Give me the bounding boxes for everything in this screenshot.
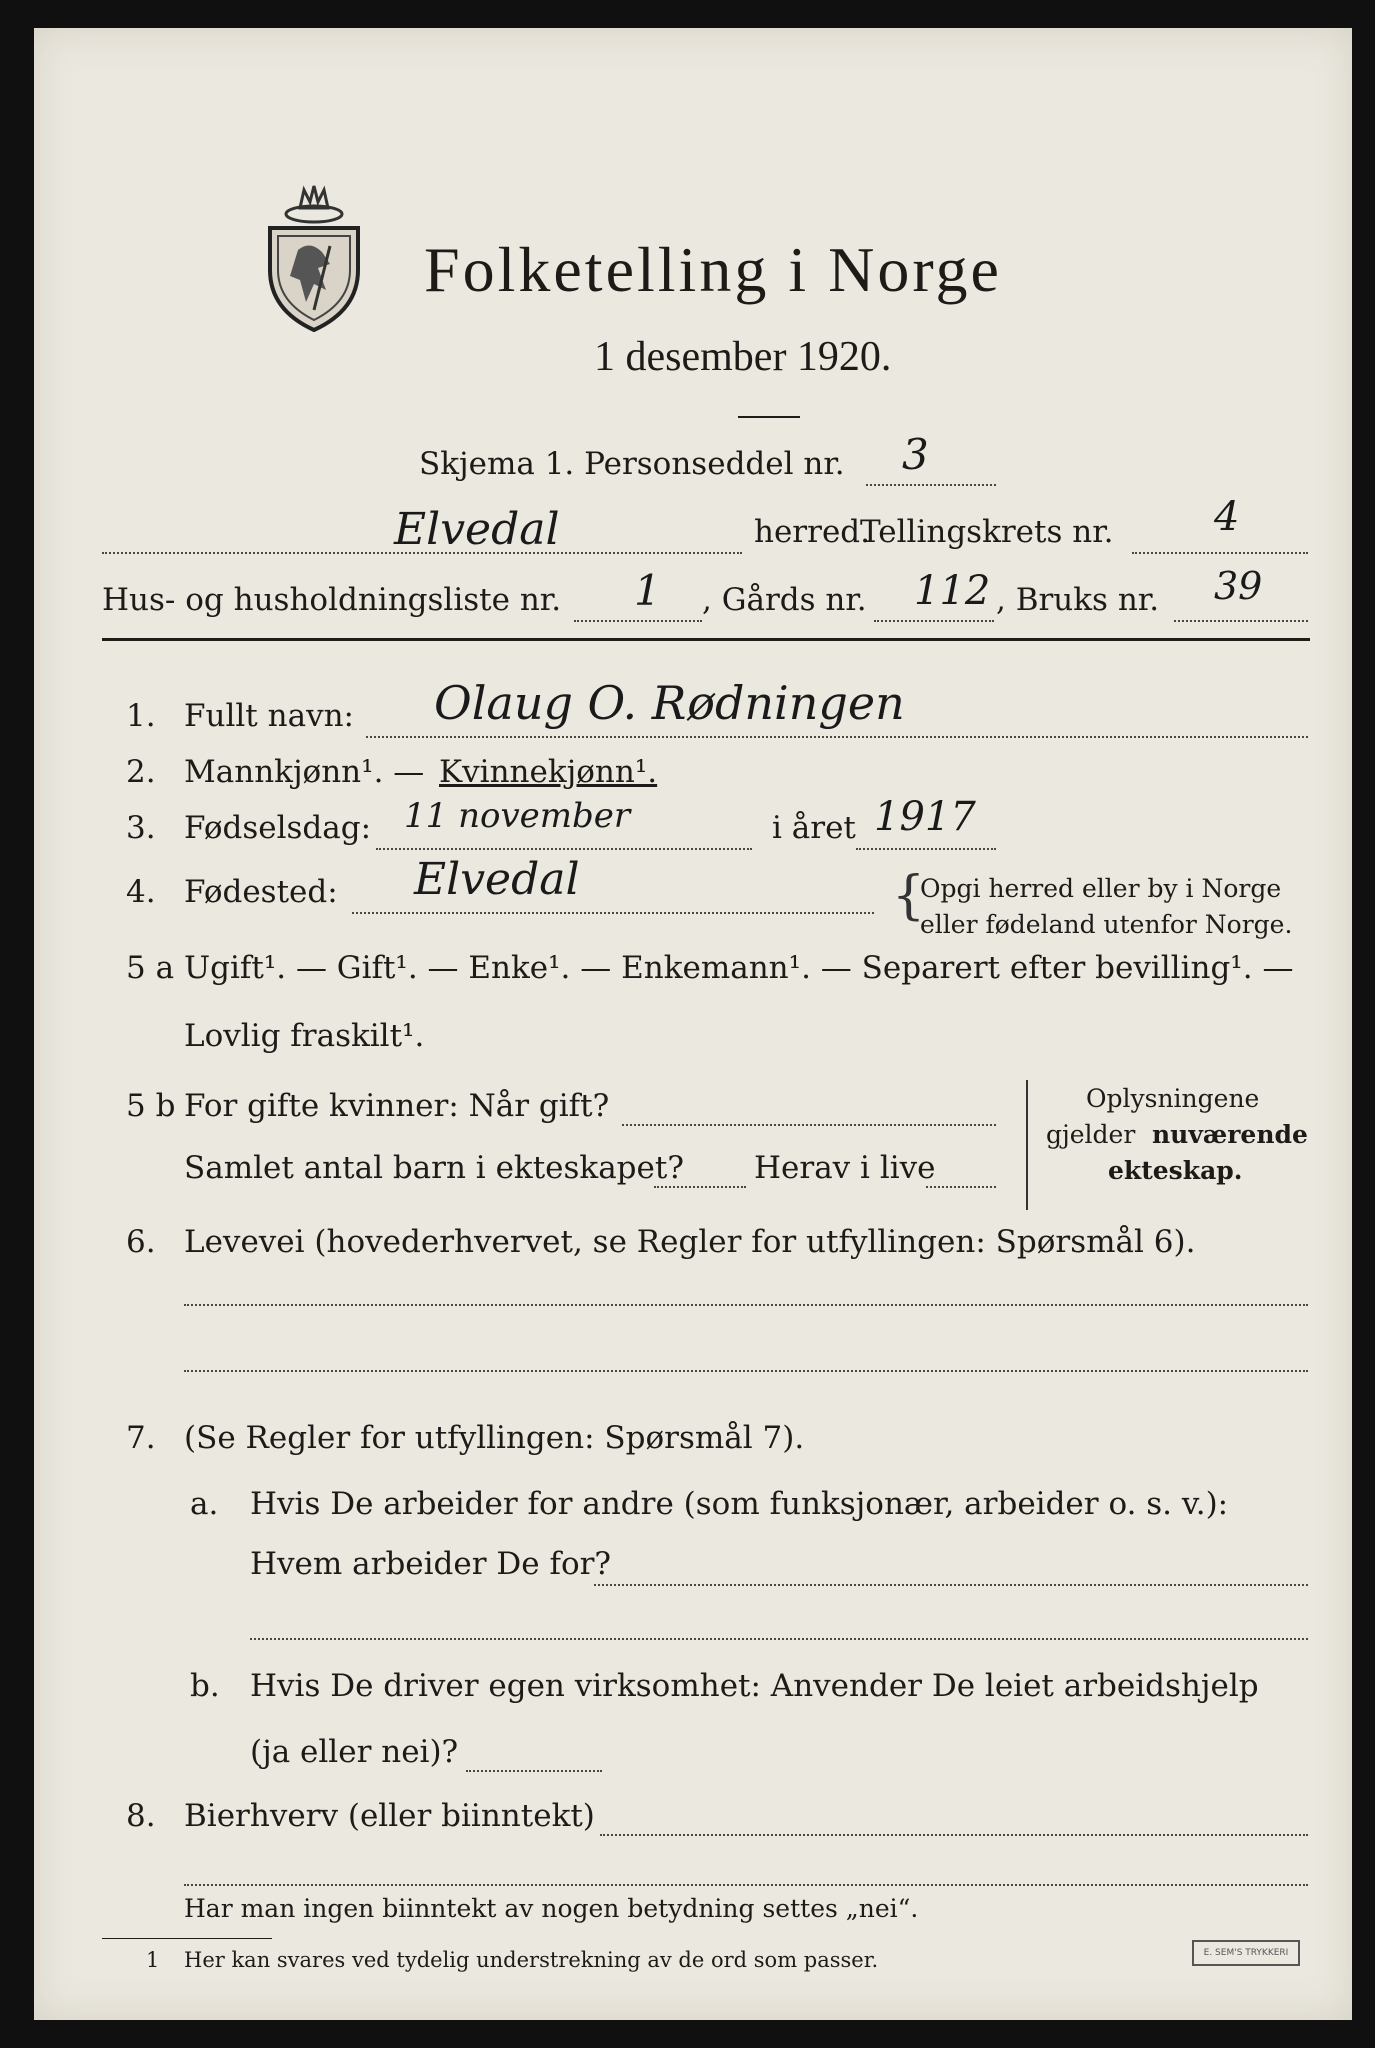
gaard-line xyxy=(874,620,994,622)
birthyear-line xyxy=(856,848,996,850)
household-list-line xyxy=(574,620,702,622)
q5b-number: 5 b xyxy=(126,1088,176,1124)
q6-number: 6. xyxy=(126,1224,156,1260)
q7a-question: Hvis De arbeider for andre (som funksjonær, arbeider o. s. v.): xyxy=(250,1486,1229,1522)
bruk-value[interactable]: 39 xyxy=(1214,564,1263,608)
birthyear-value[interactable]: 1917 xyxy=(874,794,976,840)
occupation-label: Levevei (hovederhvervet, se Regler for utfyllingen: Spørsmål 6). xyxy=(184,1224,1196,1260)
schema-number-line xyxy=(866,484,996,486)
gaard-value[interactable]: 112 xyxy=(914,568,991,614)
q3-label: Fødselsdag: xyxy=(184,810,372,846)
marital-status-divorced[interactable]: Lovlig fraskilt¹. xyxy=(184,1018,425,1054)
krets-line xyxy=(1132,552,1308,554)
q1-line xyxy=(366,736,1308,738)
hired-help-label: (ja eller nei)? xyxy=(250,1734,459,1770)
schema-number-value[interactable]: 3 xyxy=(902,430,929,479)
title-divider xyxy=(738,416,800,418)
q4-brace: { xyxy=(892,866,926,926)
full-name-value[interactable]: Olaug O. Rødningen xyxy=(434,676,905,730)
gender-female[interactable]: Kvinnekjønn¹. xyxy=(439,754,658,790)
printer-stamp: E. SEM'S TRYKKERI xyxy=(1192,1940,1300,1966)
birthdate-value[interactable]: 11 november xyxy=(404,796,631,836)
household-list-value[interactable]: 1 xyxy=(634,566,661,615)
household-list-label: Hus- og husholdningsliste nr. xyxy=(102,582,562,618)
footnote-text: Her kan svares ved tydelig understrekning av de ord som passer. xyxy=(184,1948,879,1972)
birthdate-line xyxy=(376,848,752,850)
schema-label: Skjema 1. Personseddel nr. xyxy=(419,446,845,482)
q5b-bracket xyxy=(1026,1080,1030,1210)
form-title: Folketelling i Norge xyxy=(424,234,1002,305)
q7a-letter: a. xyxy=(190,1486,219,1522)
side-income-note: Har man ingen biinntekt av nogen betydning settes „nei“. xyxy=(184,1894,919,1923)
q5b-note-1: Oplysningene xyxy=(1086,1084,1260,1113)
occupation-line-1[interactable] xyxy=(184,1304,1308,1306)
q7-label: (Se Regler for utfyllingen: Spørsmål 7). xyxy=(184,1420,805,1456)
q1-label: Fullt navn: xyxy=(184,698,354,734)
header-rule xyxy=(102,638,1310,641)
children-total-label: Samlet antal barn i ekteskapet? xyxy=(184,1150,684,1186)
employer-label: Hvem arbeider De for? xyxy=(250,1546,612,1582)
census-form xyxy=(34,28,1352,2020)
side-income-line[interactable] xyxy=(600,1834,1308,1836)
marital-status-options[interactable]: Ugift¹. — Gift¹. — Enke¹. — Enkemann¹. — Separert efter bevilling¹. — xyxy=(184,950,1294,986)
children-alive-label: Herav i live xyxy=(754,1150,936,1186)
q3-number: 3. xyxy=(126,810,156,846)
q7b-letter: b. xyxy=(190,1668,220,1704)
q4-note-2: eller fødeland utenfor Norge. xyxy=(920,910,1293,939)
q8-number: 8. xyxy=(126,1798,156,1834)
occupation-line-2[interactable] xyxy=(184,1370,1308,1372)
q1-number: 1. xyxy=(126,698,156,734)
gaard-label: , Gårds nr. xyxy=(702,582,867,618)
birthplace-value[interactable]: Elvedal xyxy=(414,854,580,905)
employer-line-2[interactable] xyxy=(250,1638,1308,1640)
q5b-note-3: ekteskap. xyxy=(1108,1156,1243,1185)
hired-help-line[interactable] xyxy=(466,1770,602,1772)
married-when-line xyxy=(622,1124,996,1126)
employer-line[interactable] xyxy=(594,1584,1308,1586)
children-total-line xyxy=(654,1186,746,1188)
herred-label: herred. xyxy=(754,514,870,550)
bruk-label: , Bruks nr. xyxy=(996,582,1160,618)
herred-value[interactable]: Elvedal xyxy=(394,504,560,555)
q5a-number: 5 a xyxy=(126,950,175,986)
q7-number: 7. xyxy=(126,1420,156,1456)
q2-number: 2. xyxy=(126,754,156,790)
birthplace-line xyxy=(352,912,874,914)
q5b-note-2a: gjelder xyxy=(1046,1120,1136,1149)
gender-male[interactable]: Mannkjønn¹. — xyxy=(184,754,425,790)
footnote-mark: 1 xyxy=(146,1948,160,1972)
footnote-rule xyxy=(102,1938,272,1939)
bruk-line xyxy=(1174,620,1308,622)
krets-label: Tellingskrets nr. xyxy=(860,514,1114,550)
q5b-note-2b: nuværende xyxy=(1152,1120,1308,1149)
q4-note-1: Opgi herred eller by i Norge xyxy=(920,874,1282,903)
norway-coat-of-arms-icon xyxy=(260,180,368,332)
year-label: i året xyxy=(772,810,856,846)
q7b-question: Hvis De driver egen virksomhet: Anvender De leiet arbeidshjelp xyxy=(250,1668,1259,1704)
census-date: 1 desember 1920. xyxy=(594,334,892,380)
q4-number: 4. xyxy=(126,874,156,910)
q4-label: Fødested: xyxy=(184,874,338,910)
krets-value[interactable]: 4 xyxy=(1214,494,1240,540)
married-when-label: For gifte kvinner: Når gift? xyxy=(184,1088,610,1124)
side-income-label: Bierhverv (eller biinntekt) xyxy=(184,1798,595,1834)
children-alive-line xyxy=(926,1186,996,1188)
side-income-line-2[interactable] xyxy=(184,1884,1308,1886)
